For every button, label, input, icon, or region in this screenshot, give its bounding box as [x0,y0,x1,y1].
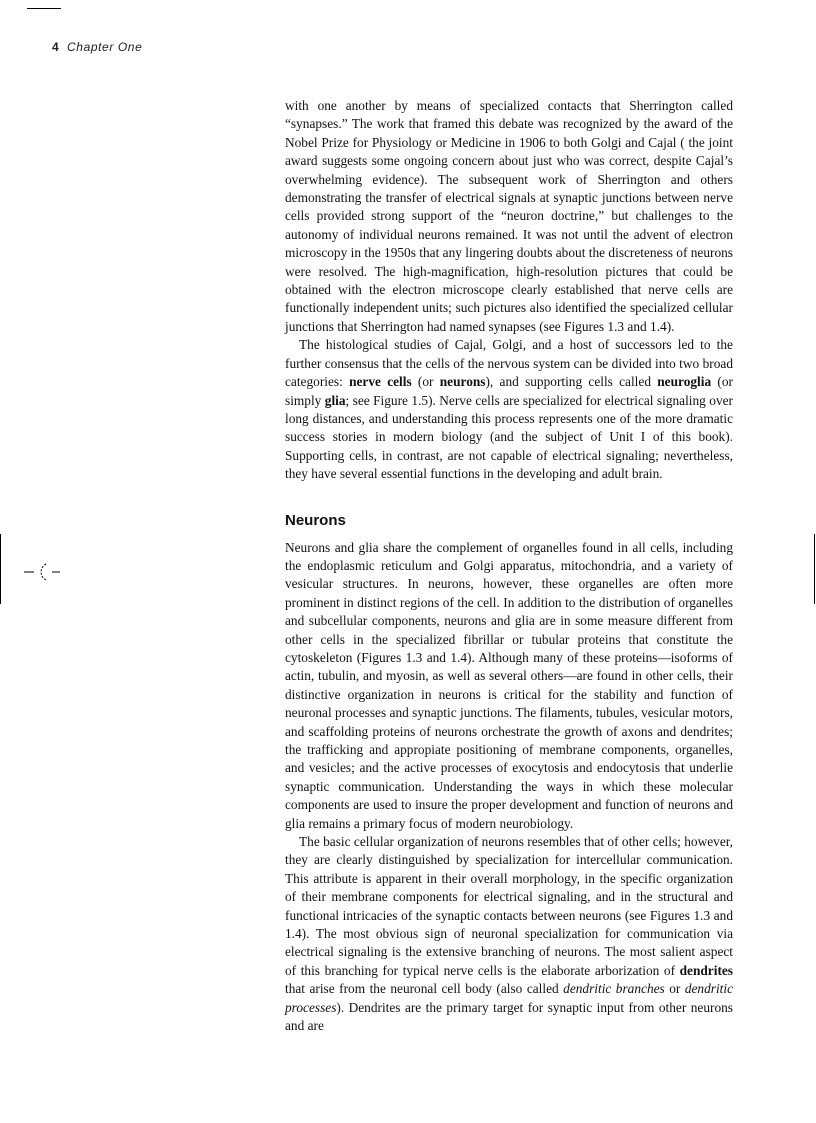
paragraph-1: with one another by means of specialized contacts that Sherrington called “synapses.” The work that framed this debate was recognized by the award of the Nobel Prize for Physiology or Medicine in 1906 to both Golgi and Cajal ( the joint award suggests some ongoing concern about just who was correct, despite Cajal’s overwhelming evidence). The subsequent work of Sherrington and others demonstrating the transfer of electrical signals at synaptic junctions between nerve cells provided strong support of the “neuron doctrine,” but challenges to the autonomy of individual neurons remained. It was not until the advent of electron microscopy in the 1950s that any lingering doubts about the discreteness of neurons were resolved. The high-magnification, high-resolution pictures that could be obtained with the electron microscope clearly established that nerve cells are functionally independent units; such pictures also identified the specialized cellular junctions that Sherrington had named synapses (see Figures 1.3 and 1.4). [285,98,733,334]
crop-mark-left [0,534,1,604]
paragraph-4: The basic cellular organization of neurons resembles that of other cells; however, they are clearly distinguished by specialization for intercellular communication. This attribute is apparent in their overall morphology, in the specific organization of their membrane components for electrical signaling, and in the structural and functional intricacies of the synaptic contacts between neurons (see Figures 1.3 and 1.4). The most obvious sign of neuronal specialization for communication via electrical signaling is the extensive branching of neurons. The most salient aspect of this branching for typical nerve cells is the elaborate arborization of dendrites that arise from the neuronal cell body (also called dendritic branches or dendritic processes). Dendrites are the primary target for synaptic input from other neurons and are [285,834,733,1034]
term-neuroglia: neuroglia [657,374,712,390]
section-heading: Neurons [285,511,346,529]
term-glia: glia [324,392,346,408]
paragraph-3: Neurons and glia share the complement of organelles found in all cells, including the endoplasmic reticulum and Golgi apparatus, mitochondria, and a variety of vesicular structures. In neurons, however, these organelles are often more prominent in distinct regions of the cell. In addition to the distribution of organelles and subcellular components, neurons and glia are in some measure different from other cells in the specialized fibrillar or tubular proteins that constitute the cytoskeleton (Figures 1.3 and 1.4). Although many of these proteins—isoforms of actin, tubulin, and myosin, as well as several others—are found in other cells, their distinctive organization in neurons is critical for the stability and function of neuronal processes and synaptic junctions. The filaments, tubules, vesicular motors, and scaffolding proteins of neurons orchestrate the growth of axons and dendrites; the trafficking and appropiate positioning of membrane components, organelles, and vesicles; and the active processes of exocytosis and endocytosis that underlie synaptic communication. Understanding the ways in which these molecular components are used to insure the proper development and function of neurons and glia remains a primary focus of modern neurobiology. [285,539,733,831]
term-neurons: neurons [439,374,486,390]
paragraph-2: The histological studies of Cajal, Golgi, and a host of successors led to the further consensus that the cells of the nervous system can be divided into two broad categories: nerve cells (or neurons), and supporting cells called neuroglia (or simply glia; see Figure 1.5). Nerve cells are specialized for electrical signaling over long distances, and understanding this process represents one of the more dramatic success stories in modern biology (and the subject of Unit I of this book). Supporting cells, in contrast, are not capable of electrical signaling; nevertheless, they have several essential functions in the developing and adult brain. [285,337,733,482]
page-number: 4 [52,40,59,54]
chapter-title: Chapter One [67,40,143,54]
term-nerve-cells: nerve cells [349,374,412,390]
term-dendritic-branches: dendritic branches [563,981,665,997]
crop-mark-right [814,534,815,604]
term-dendritic-processes: dendritic processes [285,981,733,1015]
running-head [52,40,142,54]
term-dendrites: dendrites [679,962,733,978]
text-column [285,97,733,1036]
registration-mark-icon [22,560,62,584]
crop-mark-top [27,8,61,9]
